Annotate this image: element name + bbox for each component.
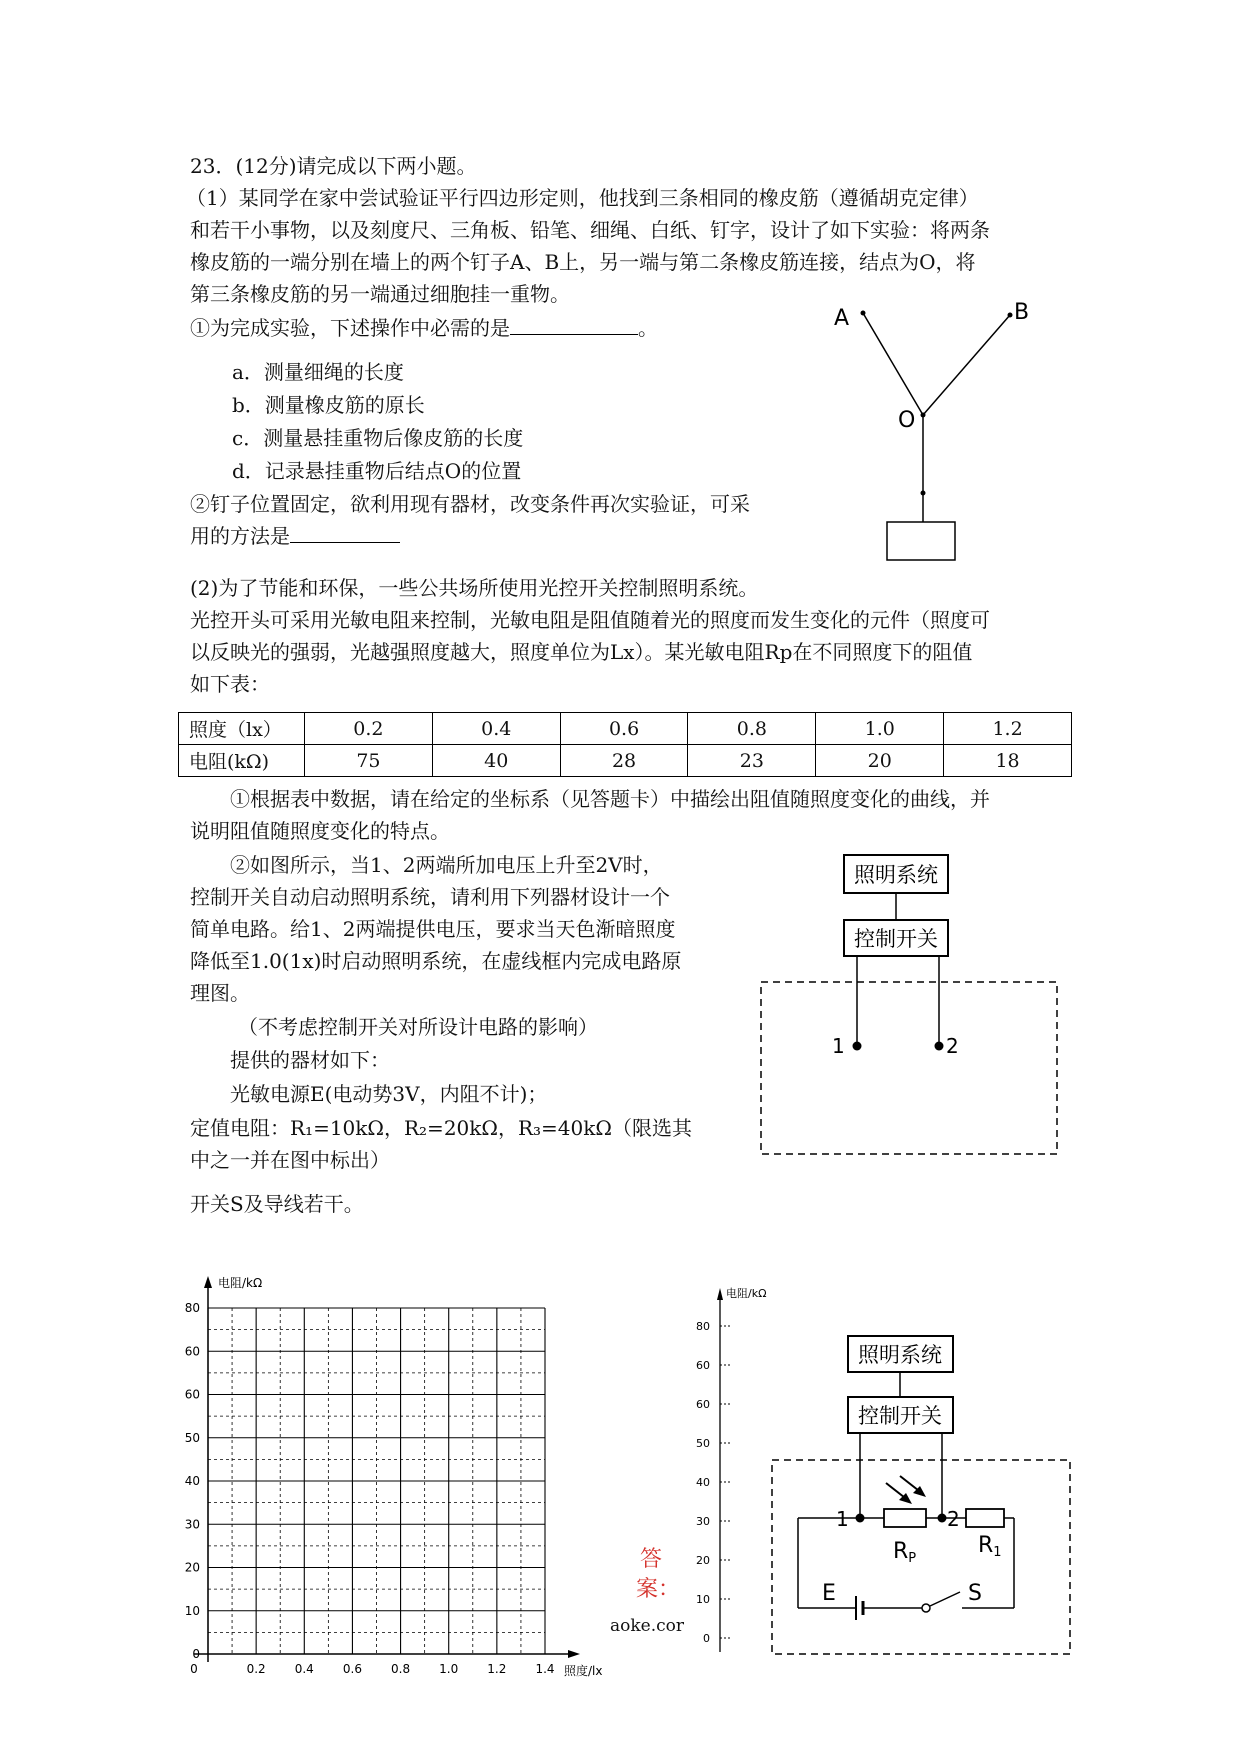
x-tick-label: 0.4: [294, 1662, 314, 1676]
part2-intro-line-1: (2)为了节能和环保，一些公共场所使用光控开关控制照明系统。: [190, 576, 759, 600]
control-switch-label: 控制开关: [854, 927, 938, 951]
part2-q2-line-5: 理图。: [190, 981, 250, 1005]
x-origin-label: 0: [190, 1662, 198, 1676]
table-cell: 0.8: [688, 713, 816, 745]
dashed-design-area[interactable]: [761, 982, 1057, 1154]
force-diagram: [820, 295, 1050, 565]
table-cell: 40: [432, 745, 560, 777]
terminal-1-label: 1: [832, 1034, 845, 1058]
answer-terminal-2: 2: [947, 1507, 960, 1531]
part1-intro-line-2: 和若干小事物，以及刻度尺、三角板、铅笔、细绳、白纸、钉字，设计了如下实验：将两条: [190, 218, 990, 242]
photoresistor-rp: [884, 1509, 926, 1527]
x-tick-label: 1.0: [439, 1662, 459, 1676]
s-label: S: [968, 1581, 982, 1606]
answer-y-tick: 80: [696, 1320, 710, 1333]
answer-y-tick: 20: [696, 1554, 710, 1567]
answer-label: 答 案：: [636, 1547, 681, 1602]
switch-s: [930, 1592, 960, 1606]
table-cell: 18: [944, 745, 1072, 777]
part2-q2-line-10: 中之一并在图中标出）: [190, 1148, 390, 1172]
option-a: a．测量细绳的长度: [232, 360, 404, 384]
label-o: O: [898, 408, 916, 433]
part2-q2-line-1: ②如图所示，当1、2两端所加电压上升至2V时，: [230, 853, 663, 877]
table-cell: 0.6: [560, 713, 688, 745]
y-tick-label: 20: [184, 1560, 200, 1575]
part1-q1: [190, 314, 658, 342]
answer-y-tick: 10: [696, 1593, 710, 1606]
table-header-resistance: 电阻(kΩ): [179, 745, 305, 777]
answer-y-tick: 60: [696, 1398, 710, 1411]
answer-blank-1[interactable]: [510, 316, 638, 335]
blank-grid-chart: [180, 1270, 620, 1678]
x-axis-label: 照度/lx: [564, 1664, 603, 1678]
answer-lighting-label: 照明系统: [858, 1343, 942, 1367]
answer-y-tick: 60: [696, 1359, 710, 1372]
part2-intro-line-4: 如下表：: [190, 672, 270, 696]
x-tick-label: 1.2: [487, 1662, 507, 1676]
x-tick-label: 0.6: [342, 1662, 362, 1676]
r1-label: R1: [978, 1533, 1002, 1560]
table-cell: 0.4: [432, 713, 560, 745]
label-b: B: [1014, 300, 1030, 325]
part1-intro-line-4: 第三条橡皮筋的另一端通过细胞挂一重物。: [190, 282, 570, 306]
part1-q1-text: ①为完成实验，下述操作中必需的是: [190, 316, 510, 340]
terminal-2-label: 2: [946, 1034, 959, 1058]
part1-intro-line-1: （1）某同学在家中尝试验证平行四边形定则，他找到三条相同的橡皮筋（遵循胡克定律）: [186, 186, 979, 210]
part2-q2-line-3: 简单电路。给1、2两端提供电压，要求当天色渐暗照度: [190, 917, 676, 941]
lighting-system-label: 照明系统: [854, 863, 938, 887]
y-tick-label: 0: [192, 1647, 200, 1661]
y-tick-label: 40: [184, 1474, 200, 1488]
table-cell: 0.2: [305, 713, 433, 745]
y-tick-label: 30: [184, 1517, 200, 1532]
part2-q2-line-6: （不考虑控制开关对所设计电路的影响）: [238, 1015, 598, 1039]
question-circuit: [760, 850, 1070, 1170]
answer-y-tick: 0: [703, 1632, 710, 1645]
part2-q2-line-7: 提供的器材如下：: [230, 1048, 390, 1072]
e-label: E: [822, 1581, 836, 1606]
option-c: c．测量悬挂重物后像皮筋的长度: [232, 426, 524, 450]
answer-y-label: 电阻/kΩ: [726, 1287, 767, 1300]
part2-q2-line-4: 降低至1.0(1x)时启动照明系统，在虚线框内完成电路原: [190, 949, 682, 973]
answer-circuit: [690, 1280, 1075, 1660]
table-cell: 28: [560, 745, 688, 777]
y-tick-label: 80: [184, 1301, 200, 1315]
table-header-illuminance: 照度（lx）: [179, 713, 305, 745]
part1-intro-line-3: 橡皮筋的一端分别在墙上的两个钉子A、B上，另一端与第二条橡皮筋连接，结点为O，将: [190, 250, 976, 274]
table-cell: 1.2: [944, 713, 1072, 745]
answer-y-tick: 40: [696, 1476, 710, 1489]
table-cell: 1.0: [816, 713, 944, 745]
x-tick-label: 0.2: [246, 1662, 266, 1676]
x-tick-label: 0.8: [391, 1662, 411, 1676]
table-row: [179, 713, 1072, 745]
option-b: b．测量橡皮筋的原长: [232, 393, 425, 417]
answer-y-tick: 50: [696, 1437, 710, 1450]
resistance-table: [178, 712, 1072, 777]
y-tick-label: 10: [184, 1603, 200, 1618]
watermark-text: aoke.cor: [610, 1616, 685, 1636]
question-title: 23．(12分)请完成以下两小题。: [190, 154, 477, 178]
answer-y-tick: 30: [696, 1515, 710, 1528]
y-axis-label: 电阻/kΩ: [218, 1276, 263, 1290]
answer-control-label: 控制开关: [858, 1404, 942, 1428]
answer-terminal-1: 1: [836, 1507, 849, 1531]
part1-q2-line-1: ②钉子位置固定，欲利用现有器材，改变条件再次实验证，可采: [190, 492, 750, 516]
part2-q2-line-11: 开关S及导线若干。: [190, 1192, 364, 1216]
table-cell: 75: [305, 745, 433, 777]
part2-q2-line-9: 定值电阻：R₁=10kΩ，R₂=20kΩ，R₃=40kΩ（限选其: [190, 1116, 692, 1140]
label-a: A: [834, 306, 850, 331]
part1-q1-end: 。: [638, 316, 658, 340]
answer-blank-2[interactable]: [290, 524, 400, 543]
option-d: d．记录悬挂重物后结点O的位置: [232, 459, 522, 483]
part1-q2-line-2: 用的方法是: [190, 522, 400, 550]
table-row: [179, 745, 1072, 777]
y-tick-label: 60: [184, 1344, 200, 1359]
resistor-r1: [966, 1509, 1004, 1527]
part2-q1-line-1: ①根据表中数据，请在给定的坐标系（见答题卡）中描绘出阻值随照度变化的曲线，并: [230, 787, 990, 811]
x-tick-label: 1.4: [535, 1662, 555, 1676]
rp-label: RP: [893, 1539, 917, 1566]
y-tick-label: 60: [184, 1387, 200, 1402]
table-cell: 20: [816, 745, 944, 777]
part2-q2-line-8: 光敏电源E(电动势3V，内阻不计)；: [230, 1082, 548, 1106]
table-cell: 23: [688, 745, 816, 777]
part2-intro-line-2: 光控开头可采用光敏电阻来控制，光敏电阻是阻值随着光的照度而发生变化的元件（照度可: [190, 608, 990, 632]
part2-q2-line-2: 控制开关自动启动照明系统，请利用下列器材设计一个: [190, 885, 670, 909]
part2-intro-line-3: 以反映光的强弱，光越强照度越大，照度单位为Lx）。某光敏电阻Rp在不同照度下的阻值: [190, 640, 973, 664]
part2-q1-line-2: 说明阻值随照度变化的特点。: [190, 819, 450, 843]
y-tick-label: 50: [184, 1430, 200, 1445]
